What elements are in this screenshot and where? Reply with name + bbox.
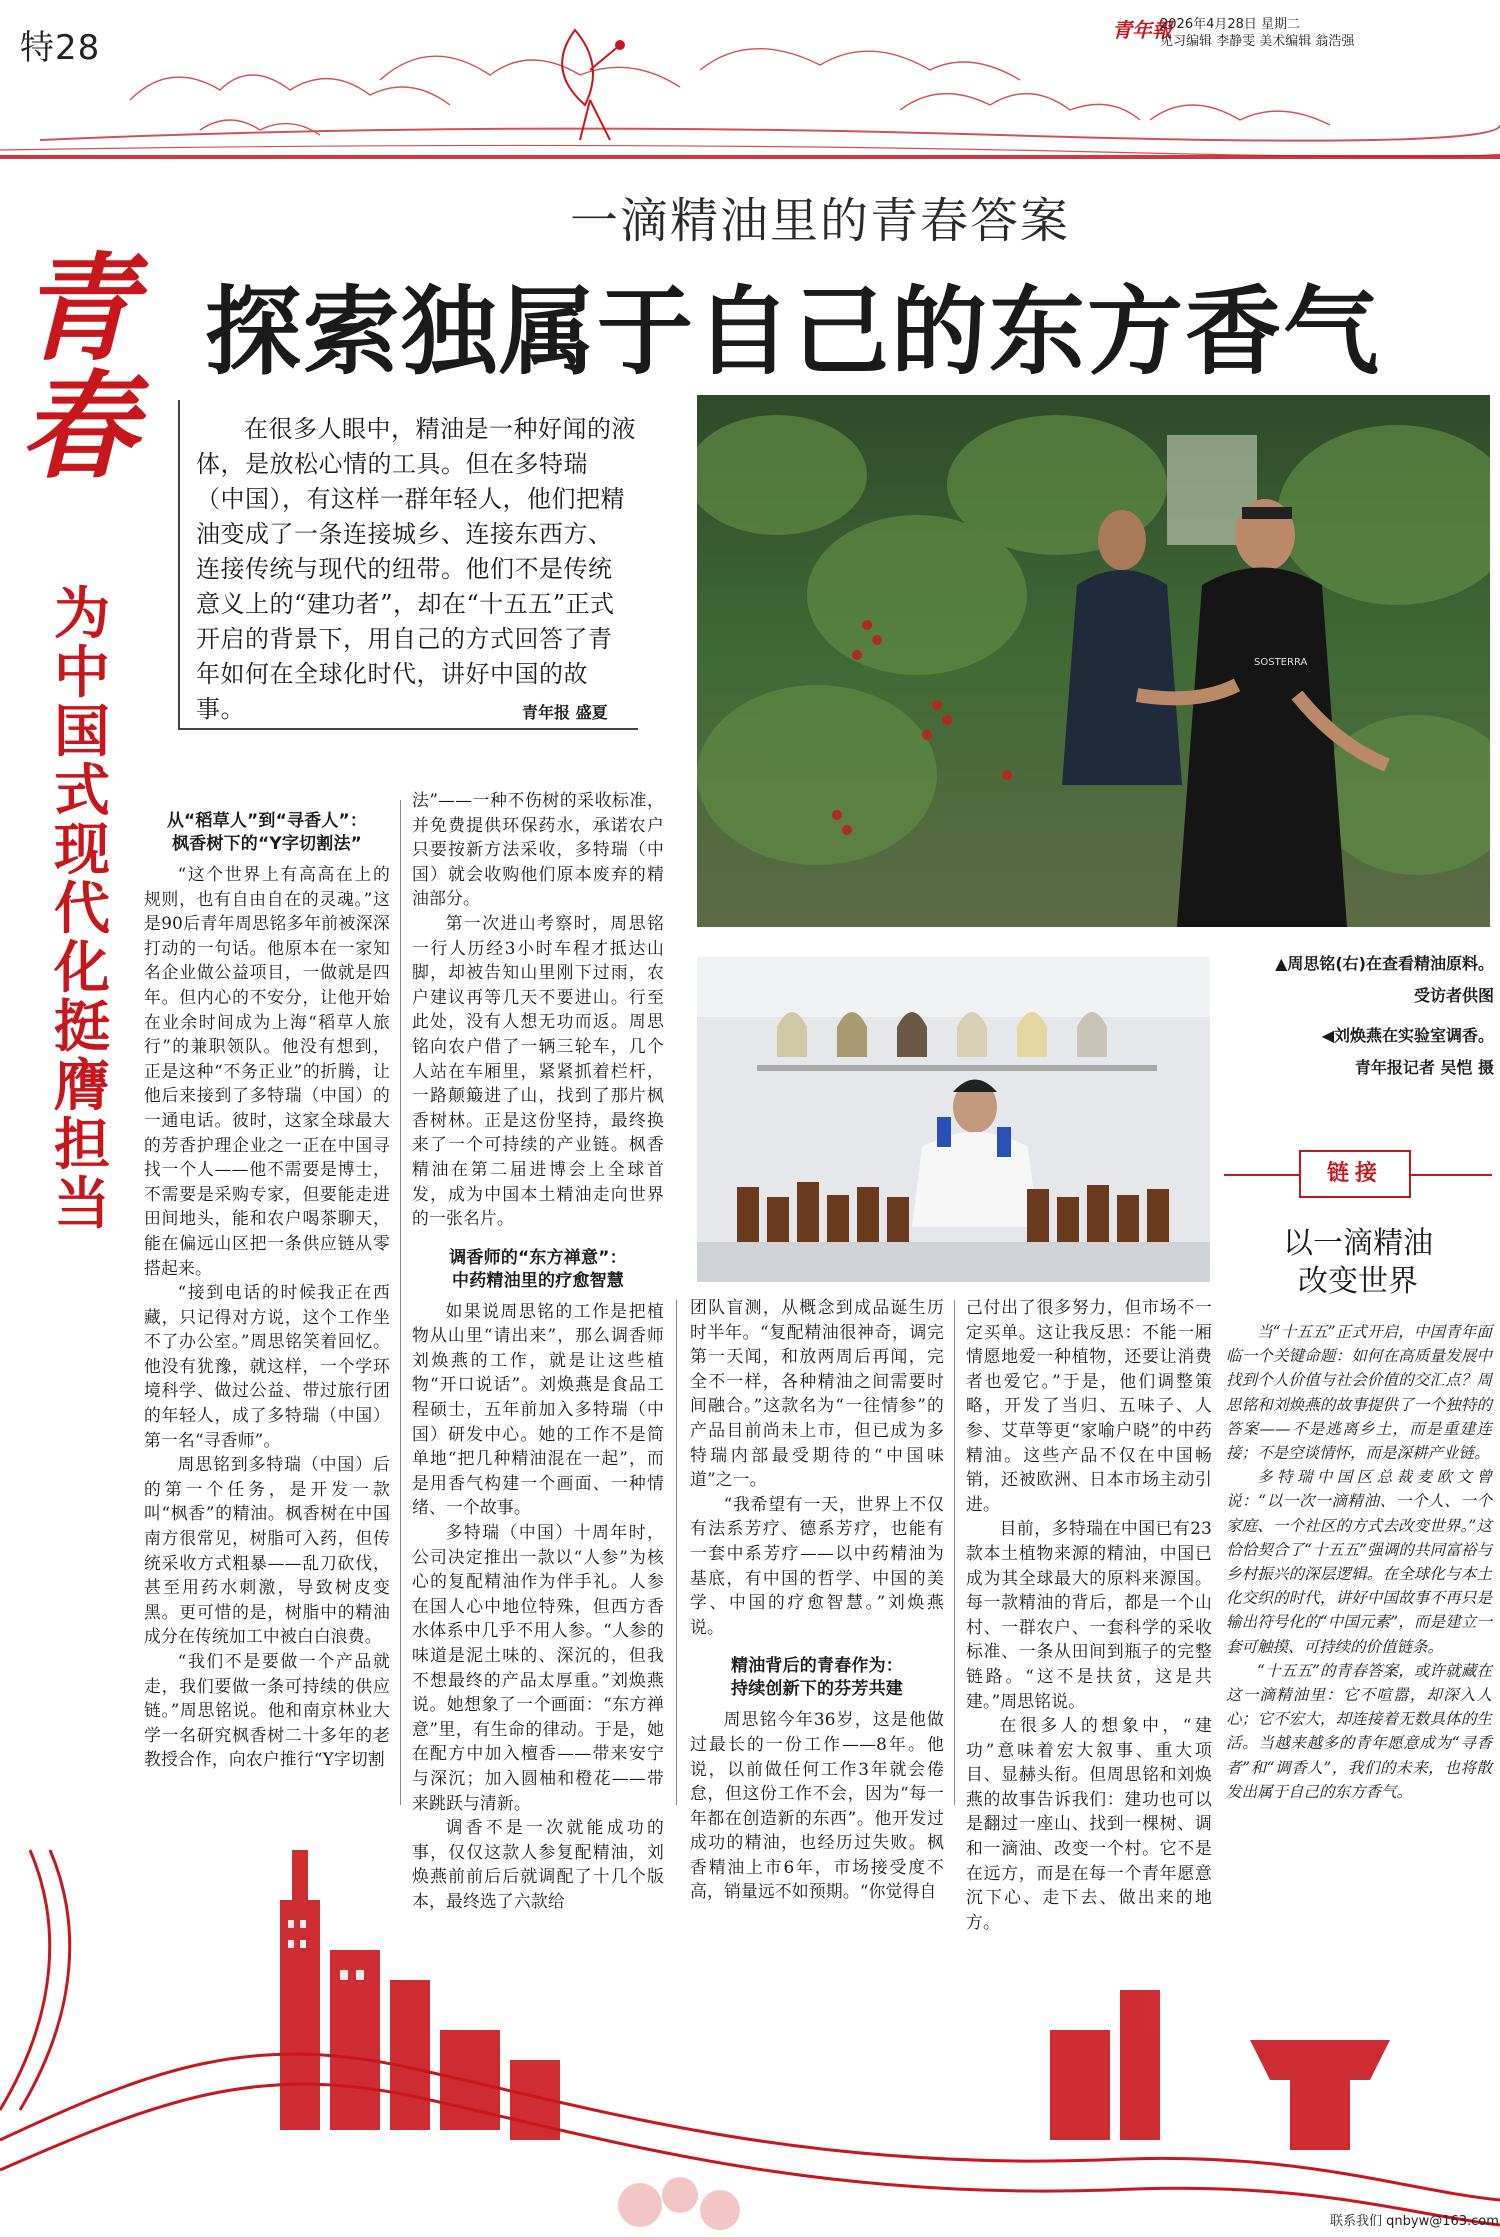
slogan-char: 现: [54, 818, 110, 883]
masthead-logo: 青年報: [1112, 18, 1172, 42]
slogan-char: 式: [54, 759, 110, 824]
body-column-1: [144, 806, 390, 1772]
slogan-char: 化: [54, 936, 110, 1001]
photo-forest: [697, 395, 1490, 927]
sidebar-title: [1224, 1225, 1492, 1301]
sidebar-title-line-1: 以一滴精油: [1283, 1226, 1433, 1261]
body-column-2: [412, 788, 664, 1914]
paragraph: “这个世界上有高高在上的规则，也有自由自在的灵魂。”这是90后青年周思铭多年前被深深打动的一句话。他原本在一家知名企业做公益项目，一做就是四年。但内心的不安分，让他开始在业余时间成为上海“稻草人旅行”的兼职领队。他没有想到，正是这种“不务正业”的折腾，让他后来接到了多特瑞（中国）的一通电话。彼时，这家全球最大的芳香护理企业之一正在中国寻找一个人——他不需要是博士，不需要是采购专家，但要能走进田间地头，能和农户喝茶聊天，能在偏远山区把一条供应链从零搭起来。: [144, 864, 390, 1278]
paragraph: 团队盲测，从概念到成品诞生历时半年。“复配精油很神奇，调完第一天闻，和放两周后再闻，完全不一样，各种精油之间需要时间融合。”这款名为“一往情参”的产品目前尚未上市，但已成为多特瑞内部最受期待的“中国味道”之一。: [690, 1297, 944, 1490]
footer-contact: 联系我们 qnbyw@163.com: [1330, 2214, 1499, 2229]
slogan-char: 当: [54, 1172, 110, 1237]
slogan-char: 膺: [54, 1054, 110, 1119]
paragraph: 法”——一种不伤树的采收标准，并免费提供环保药水，承诺农户只要按新方法采收，多特瑞（中国）就会收购他们原本废弃的精油部分。: [412, 790, 664, 909]
section-heading-1-line-1: 从“稻草人”到“寻香人”：: [166, 811, 368, 831]
section-heading-3-line-2: 持续创新下的芬芳共建: [731, 1679, 903, 1700]
photo-lab: [697, 957, 1210, 1282]
column-brand-title: [18, 241, 138, 495]
paragraph: 目前，多特瑞在中国已有23款本土植物来源的精油，中国已成为其全球最大的原料来源国。每一款精油的背后，都是一个山村、一群农户、一套科学的采收标准、一条从田间到瓶子的完整链路。“这不是扶贫，这是共建。”周思铭说。: [966, 1518, 1212, 1711]
sidebar-paragraph: 多特瑞中国区总裁麦欧文曾说：“以一次一滴精油、一个人、一个家庭、一个社区的方式去改变世界。”这恰恰契合了“十五五”强调的共同富裕与乡村振兴的深层逻辑。在全球化与本土化交织的时代，讲好中国故事不再只是输出符号化的“中国元素”，而是建立一套可触摸、可持续的价值链条。: [1226, 1468, 1492, 1656]
sidebar-title-line-2: 改变世界: [1298, 1264, 1418, 1299]
date-line: [1160, 16, 1354, 50]
section-heading-3: [690, 1655, 944, 1701]
caption-1-credit: 受访者供图: [1413, 986, 1494, 1005]
article-lead: 在很多人眼中，精油是一种好闻的液体，是放松心情的工具。但在多特瑞（中国），有这样一群年轻人，他们把精油变成了一条连接城乡、连接东西方、连接传统与现代的纽带。他们不是传统意义上的“建功者”，却在“十五五”正式开启的背景下，用自己的方式回答了青年如何在全球化时代，讲好中国的故事。: [196, 415, 636, 723]
section-heading-1-line-2: 枫香树下的“Y字切割法”: [171, 834, 363, 854]
paragraph: 第一次进山考察时，周思铭一行人历经3小时车程才抵达山脚，却被告知山里刚下过雨，农户建议再等几天不要进山。行至此处，没有人想无功而返。周思铭向农户借了一辆三轮车，几个人站在车厢里，紧紧抓着栏杆，一路颠簸进了山，找到了那片枫香树林。正是这份坚持，最终换来了一个可持续的产业链。枫香精油在第二届进博会上全球首发，成为中国本土精油走向世界的一张名片。: [412, 912, 664, 1229]
section-heading-2-line-2: 中药精油里的疗愈智慧: [452, 1270, 624, 1291]
article-byline: 青年报 盛夏: [522, 703, 608, 722]
article-title: 探索独属于自己的东方香气: [205, 276, 1381, 388]
caption-1: ▲周思铭(右)在查看精油原料。: [1275, 954, 1494, 973]
flower-icon: [618, 2177, 740, 2230]
sidebar-tag: 链接: [1299, 1150, 1411, 1198]
svg-text:SOSTERRA: SOSTERRA: [1254, 657, 1308, 668]
vertical-slogan: [52, 582, 112, 1237]
section-heading-2-line-1: 调香师的“东方禅意”：: [449, 1247, 627, 1268]
slogan-char: 担: [54, 1113, 110, 1178]
editors-credit: 见习编辑 李静雯 美术编辑 翁浩强: [1160, 34, 1355, 49]
brand-char-2: 春: [20, 359, 136, 495]
paragraph: “接到电话的时候我正在西藏，只记得对方说，这个工作坐不了办公室。”周思铭笑着回忆。他没有犹豫，就这样，一个学环境科学、做过公益、带过旅行团的年轻人，成了多特瑞（中国）第一名“寻香师”。: [144, 1282, 390, 1450]
satellite-dish-icon: [562, 30, 624, 140]
city-skyline-illustration: [0, 1810, 1500, 2237]
column-rule: [400, 800, 401, 1805]
paragraph: 己付出了很多努力，但市场不一定买单。这让我反思：不能一厢情愿地爱一种植物，还要让消费者也爱它。”于是，他们调整策略，开发了当归、五味子、人参、艾草等更“家喻户晓”的中药精油。这些产品不仅在中国畅销，还被欧洲、日本市场主动引进。: [966, 1297, 1212, 1514]
sidebar-paragraph: “十五五”的青春答案，或许就藏在这一滴精油里：它不喧嚣，却深入人心；它不宏大，却连接着无数具体的生活。当越来越多的青年愿意成为“寻香者”和“调香人”，我们的未来，也将散发出属于自己的东方香气。: [1226, 1661, 1492, 1801]
slogan-char: 国: [54, 700, 110, 765]
page-number: 特28: [20, 28, 101, 68]
slogan-char: 为: [54, 582, 110, 647]
paragraph: 如果说周思铭的工作是把植物从山里“请出来”，那么调香师刘焕燕的工作，就是让这些植物“开口说话”。刘焕燕是食品工程硕士，五年前加入多特瑞（中国）研发中心。她的工作不是简单地“把几种精油混在一起”，而是用香气构建一个画面、一种情绪、一个故事。: [412, 1300, 664, 1518]
sidebar-body: [1226, 1320, 1492, 1804]
section-heading-1: [144, 810, 390, 856]
article-subtitle: 一滴精油里的青春答案: [570, 193, 1071, 249]
slogan-char: 挺: [54, 995, 110, 1060]
paragraph: “我希望有一天，世界上不仅有法系芳疗、德系芳疗，也能有一套中系芳疗——以中药精油为基底，有中国的哲学、中国的美学、中国的疗愈智慧。”刘焕燕说。: [690, 1493, 944, 1637]
paragraph: 调香不是一次就能成功的事，仅仅这款人参复配精油，刘焕燕前前后后就调配了十几个版本，最终选了六款给: [412, 1817, 664, 1911]
photo-captions: [1222, 952, 1494, 1088]
sidebar-paragraph: 当“十五五”正式开启，中国青年面临一个关键命题：如何在高质量发展中找到个人价值与社会价值的交汇点？周思铭和刘焕燕的故事提供了一个独特的答案——不是逃离乡土，而是重建连接；不是空谈情怀，而是深耕产业链。: [1226, 1323, 1492, 1463]
caption-2: ◀刘焕燕在实验室调香。: [1321, 1026, 1494, 1045]
section-heading-2: [412, 1247, 664, 1293]
paragraph: “我们不是要做一个产品就走，我们要做一条可持续的供应链。”周思铭说。他和南京林业大学一名研究枫香树二十多年的老教授合作，向农户推行“Y字切割: [144, 1651, 390, 1770]
column-rule: [676, 1300, 677, 1805]
section-heading-3-line-1: 精油背后的青春作为：: [731, 1656, 903, 1677]
paragraph: 在很多人的想象中，“建功”意味着宏大叙事、重大项目、显赫头衔。但周思铭和刘焕燕的故事告诉我们：建功也可以是翻过一座山、找到一棵树、调和一滴油、改变一个村。它不是在远方，而是在每一个青年愿意沉下心、走下去、做出来的地方。: [966, 1715, 1212, 1932]
issue-date: 2026年4月28日 星期二: [1160, 17, 1301, 32]
column-rule: [954, 1300, 955, 1805]
slogan-char: 中: [54, 641, 110, 706]
slogan-char: 代: [54, 877, 110, 942]
caption-2-credit: 青年报记者 吴恺 摄: [1354, 1058, 1494, 1077]
paragraph: 周思铭到多特瑞（中国）后的第一个任务，是开发一款叫“枫香”的精油。枫香树在中国南方很常见，树脂可入药，但传统采收方式粗暴——乱刀砍伐，甚至用药水刺激，导致树皮变黑。更可惜的是，树脂中的精油成分在传统加工中被白白浪费。: [144, 1454, 390, 1647]
brand-char-1: 青: [20, 241, 136, 377]
paragraph: 周思铭今年36岁，这是他做过最长的一份工作——8年。他说，以前做任何工作3年就会倦怠，但这份工作不会，因为“每一年都在创造新的东西”。他开发过成功的精油，也经历过失败。枫香精油上市6年，市场接受度不高，销量远不如预期。“你觉得自: [690, 1709, 944, 1902]
paragraph: 多特瑞（中国）十周年时，公司决定推出一款以“人参”为核心的复配精油作为伴手礼。人参在国人心中地位特殊，但西方香水体系中几乎不用人参。“人参的味道是泥土味的、深沉的，但我不想最终的产品太厚重。”刘焕燕说。她想象了一个画面：“东方禅意”里，有生命的律动。于是，她在配方中加入檀香——带来安宁与深沉；加入圆柚和橙花——带来跳跃与清新。: [412, 1522, 664, 1813]
